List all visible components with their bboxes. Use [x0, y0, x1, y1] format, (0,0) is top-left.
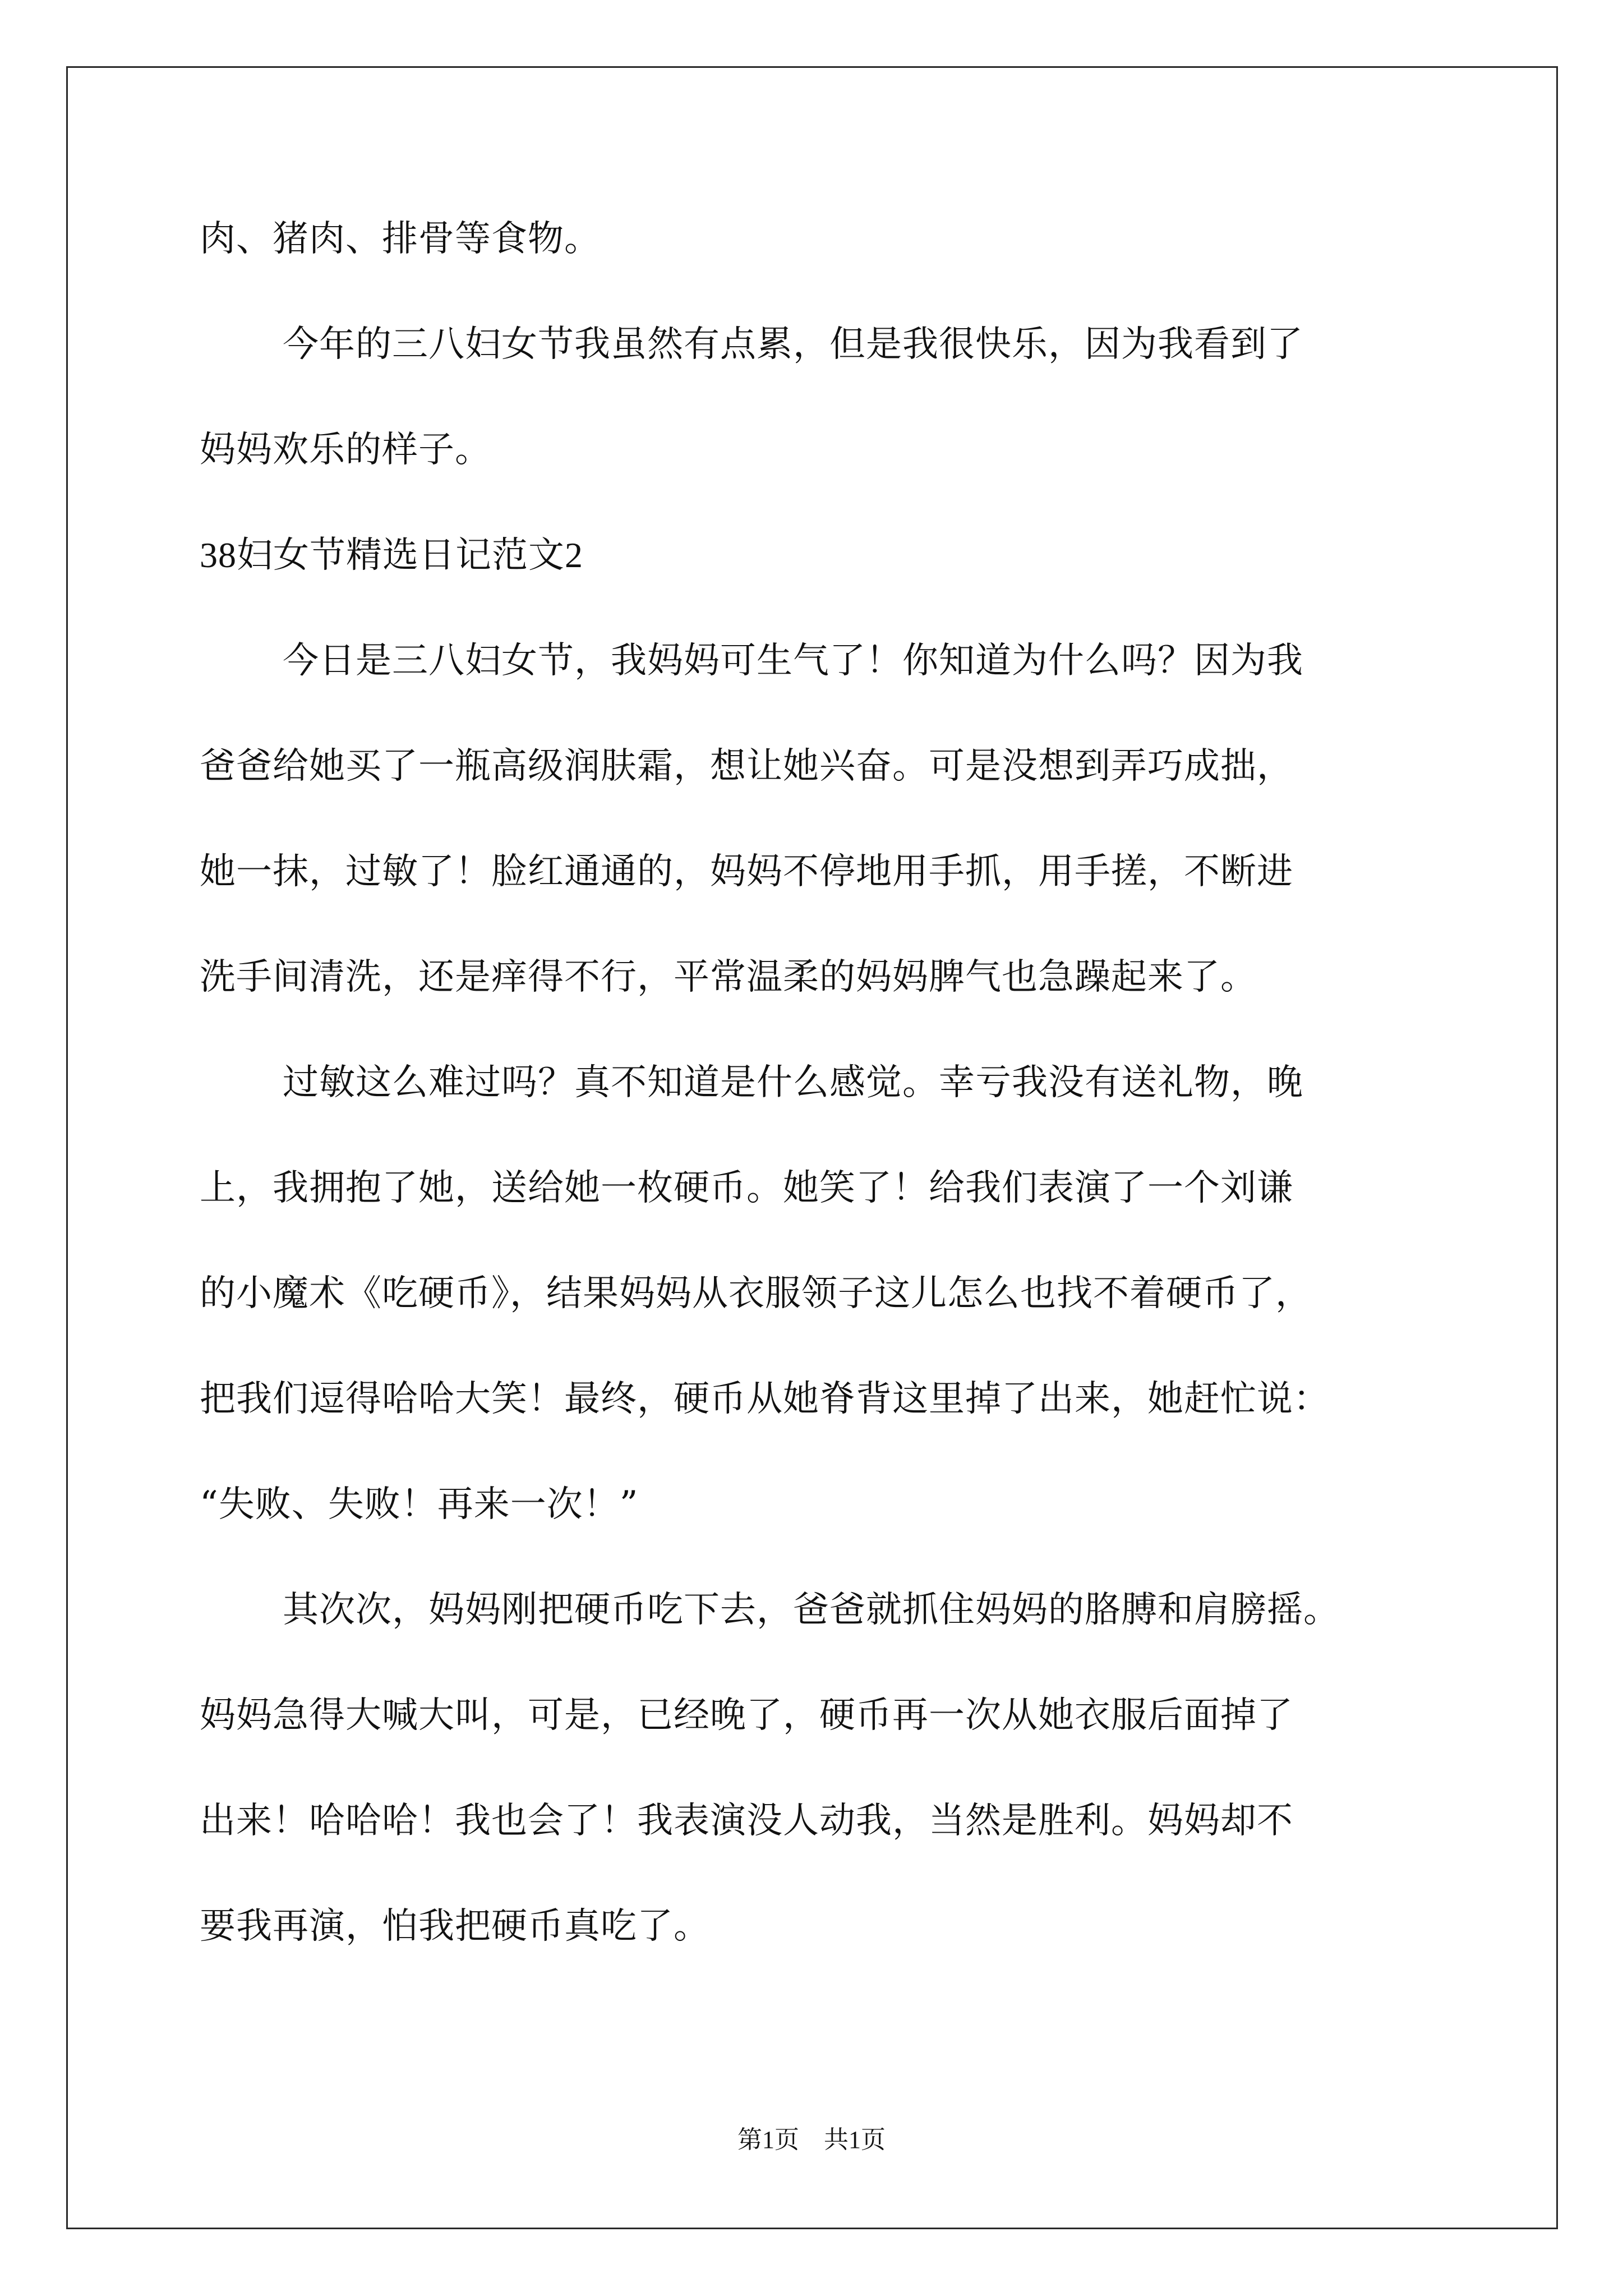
paragraph-start-line: 其次次，妈妈刚把硬币吃下去，爸爸就抓住妈妈的胳膊和肩膀摇。 — [283, 1589, 1340, 1631]
paragraph-start-line: 今年的三八妇女节我虽然有点累，但是我很快乐，因为我看到了 — [283, 324, 1303, 365]
text-line: 爸爸给她买了一瓶高级润肤霜，想让她兴奋。可是没想到弄巧成拙， — [200, 746, 1293, 787]
text-line: 肉、猪肉、排骨等食物。 — [200, 218, 601, 260]
text-line: 上，我拥抱了她，送给她一枚硬币。她笑了！给我们表演了一个刘谦 — [200, 1167, 1293, 1209]
text-line: 洗手间清洗，还是痒得不行，平常温柔的妈妈脾气也急躁起来了。 — [200, 956, 1257, 998]
text-line: 的小魔术《吃硬币》，结果妈妈从衣服领子这儿怎么也找不着硬币了， — [200, 1273, 1312, 1314]
paragraph-start-line: 过敏这么难过吗？真不知道是什么感觉。幸亏我没有送礼物，晚 — [283, 1062, 1303, 1103]
text-line: 要我再演，怕我把硬币真吃了。 — [200, 1906, 710, 1947]
section-heading: 38妇女节精选日记范文2 — [200, 535, 583, 575]
text-line: 把我们逗得哈哈大笑！最终，硬币从她脊背这里掉了出来，她赶忙说： — [200, 1378, 1330, 1420]
text-line: 妈妈欢乐的样子。 — [200, 429, 491, 471]
text-line: 出来！哈哈哈！我也会了！我表演没人动我，当然是胜利。妈妈却不 — [200, 1800, 1293, 1842]
page-footer: 第1页 共1页 — [737, 2126, 886, 2154]
paragraph-start-line: 今日是三八妇女节，我妈妈可生气了！你知道为什么吗？因为我 — [283, 640, 1303, 682]
text-line: 妈妈急得大喊大叫，可是，已经晚了，硬币再一次从她衣服后面掉了 — [200, 1695, 1293, 1736]
text-line: “失败、失败！再来一次！” — [200, 1484, 639, 1525]
text-line: 她一抹，过敏了！脸红通通的，妈妈不停地用手抓，用手搓，不断进 — [200, 851, 1293, 892]
